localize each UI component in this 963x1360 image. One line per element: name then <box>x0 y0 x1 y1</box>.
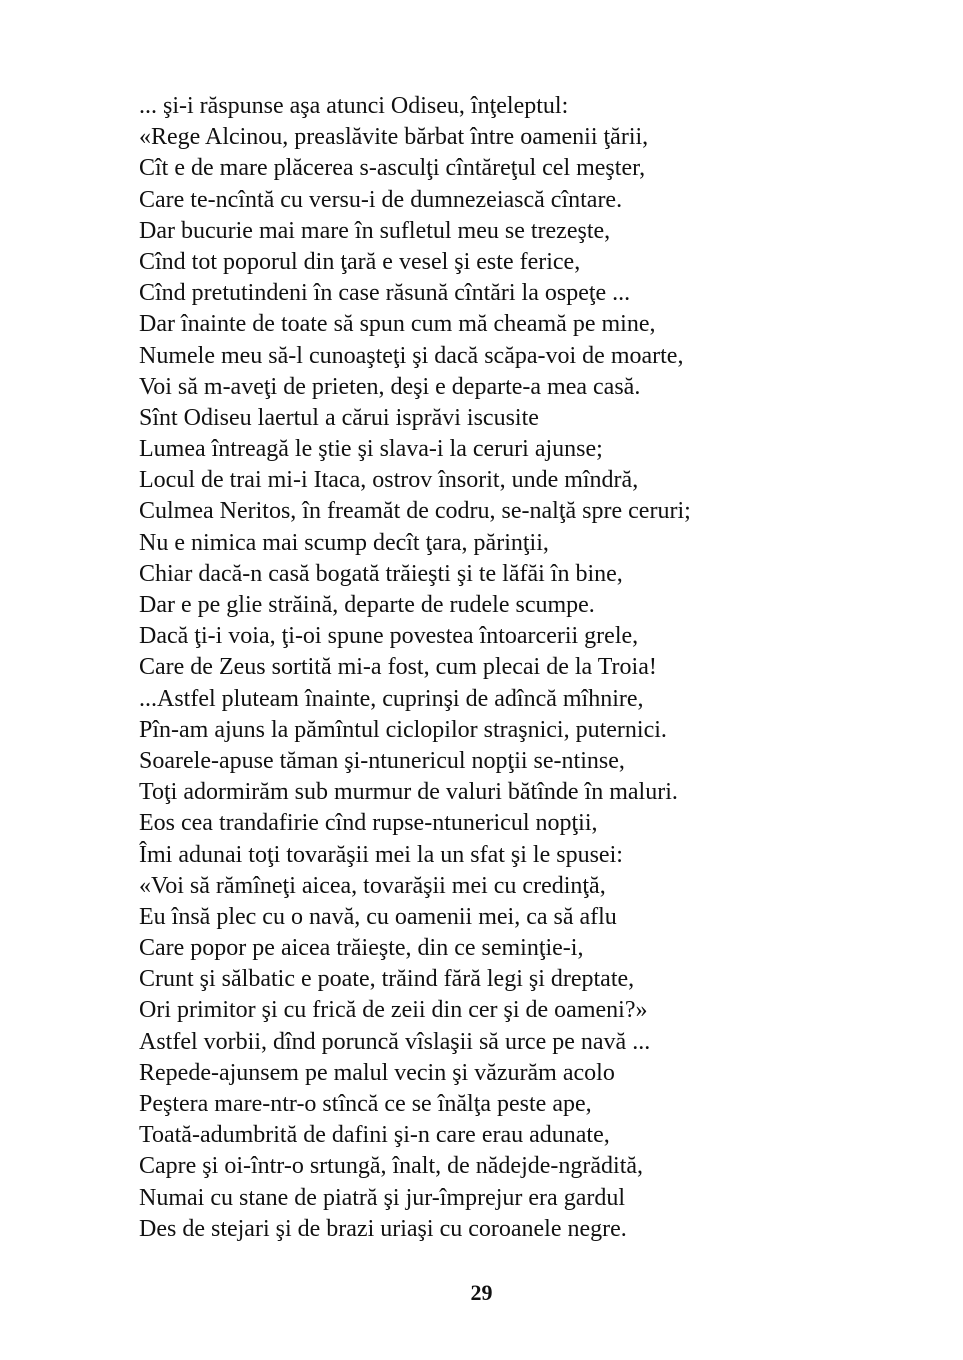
poem-line: Dar e pe glie străină, departe de rudele scumpe. <box>139 592 595 618</box>
poem-line: Eu însă plec cu o navă, cu oamenii mei, ca să aflu <box>139 903 617 930</box>
poem-line: Soarele-apuse tăman şi-ntunericul nopţii se-ntinse, <box>139 747 625 774</box>
page-number: 29 <box>470 1280 493 1305</box>
poem-line: Cînd pretutindeni în case răsună cîntări la ospeţe ... <box>139 280 631 307</box>
poem-line: Locul de trai mi-i Itaca, ostrov însorit, unde mîndră, <box>139 467 639 494</box>
poem-line: Îmi adunai toţi tovarăşii mei la un sfat şi le spusei: <box>139 841 623 868</box>
poem-text <box>139 91 691 1245</box>
poem-line: Dacă ţi-i voia, ţi-oi spune povestea întoarcerii grele, <box>139 623 639 650</box>
poem-line: ...Astfel pluteam înainte, cuprinşi de adîncă mîhnire, <box>139 685 644 712</box>
poem-line: Lumea întreagă le ştie şi slava-i la ceruri ajunse; <box>139 436 603 463</box>
poem-line: Dar înainte de toate să spun cum mă cheamă pe mine, <box>139 311 656 338</box>
poem-line: Repede-ajunsem pe malul vecin şi văzurăm acolo <box>139 1059 615 1086</box>
poem-line: Peştera mare-ntr-o stîncă ce se înălţa peste ape, <box>139 1091 592 1117</box>
poem-line: Toată-adumbrită de dafini şi-n care erau adunate, <box>139 1122 610 1149</box>
poem-line: Care de Zeus sortită mi-a fost, cum plecai de la Troia! <box>139 654 657 681</box>
poem-line: Dar bucurie mai mare în sufletul meu se trezeşte, <box>139 217 611 244</box>
poem-line: Sînt Odiseu laertul a cărui isprăvi iscusite <box>139 404 539 431</box>
poem-line: Culmea Neritos, în freamăt de codru, se-nalţă spre ceruri; <box>139 498 691 525</box>
poem-line: Crunt şi sălbatic e poate, trăind fără legi şi dreptate, <box>139 966 635 993</box>
poem-line: «Rege Alcinou, preaslăvite bărbat între oamenii ţării, <box>139 124 649 151</box>
poem-line: «Voi să rămîneţi aicea, tovarăşii mei cu credinţă, <box>139 872 606 899</box>
poem-line: Des de stejari şi de brazi uriaşi cu coroanele negre. <box>139 1215 627 1242</box>
poem-line: Cînd tot poporul din ţară e vesel şi este ferice, <box>139 248 581 275</box>
poem-line: Care te-ncîntă cu versu-i de dumnezeiască cîntare. <box>139 186 623 213</box>
poem-line: ... şi-i răspunse aşa atunci Odiseu, înţeleptul: <box>139 93 569 119</box>
poem-line: Capre şi oi-într-o srtungă, înalt, de nădejde-ngrădită, <box>139 1153 644 1180</box>
poem-line: Eos cea trandafirie cînd rupse-ntunericul nopţii, <box>139 810 598 837</box>
poem-line: Pîn-am ajuns la pămîntul ciclopilor straşnici, puternici. <box>139 716 667 743</box>
poem-line: Chiar dacă-n casă bogată trăieşti şi te lăfăi în bine, <box>139 560 623 587</box>
poem-line: Toţi adormirăm sub murmur de valuri bătînde în maluri. <box>139 779 678 806</box>
poem-line: Care popor pe aicea trăieşte, din ce seminţie-i, <box>139 935 584 962</box>
poem-line: Ori primitor şi cu frică de zeii din cer şi de oameni?» <box>139 997 648 1024</box>
poem-line: Numele meu să-l cunoaşteţi şi dacă scăpa-voi de moarte, <box>139 342 684 369</box>
poem-line: Voi să m-aveţi de prieten, deşi e departe-a mea casă. <box>139 373 641 400</box>
poem-line: Nu e nimica mai scump decît ţara, părinţii, <box>139 529 549 556</box>
poem-line: Astfel vorbii, dînd poruncă vîslaşii să urce pe navă ... <box>139 1028 651 1055</box>
poem-line: Cît e de mare plăcerea s-asculţi cîntăreţul cel meşter, <box>139 155 646 182</box>
poem-line: Numai cu stane de piatră şi jur-împrejur era gardul <box>139 1184 625 1211</box>
